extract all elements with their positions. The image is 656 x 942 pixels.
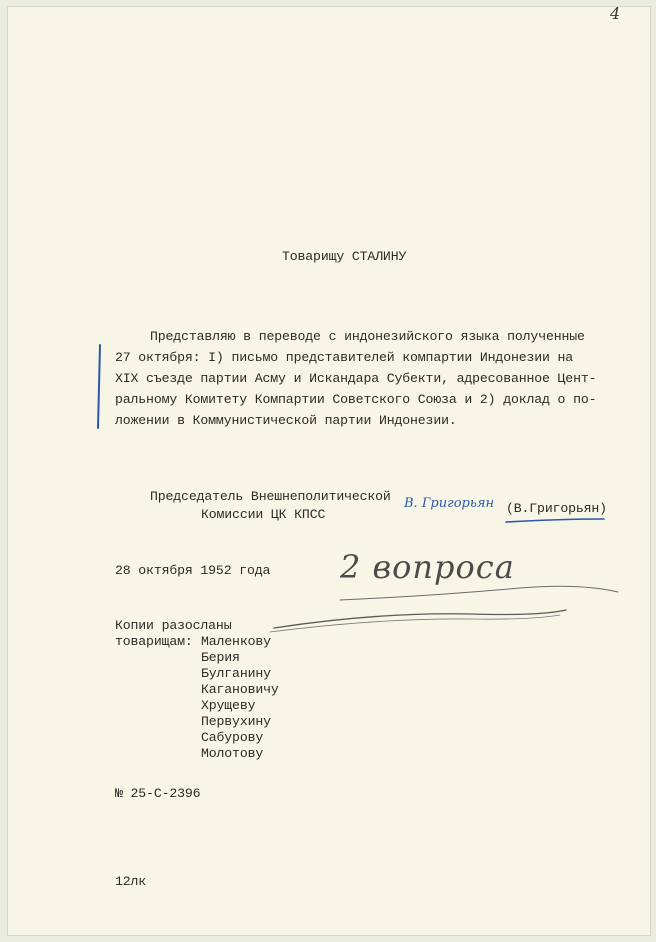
recipient: Булганину xyxy=(201,666,271,681)
blue-margin-line xyxy=(98,345,100,428)
document-date: 28 октября 1952 года xyxy=(115,563,271,578)
typed-signatory-name: (В.Григорьян) xyxy=(506,501,607,516)
signatory-title-line-2: Комиссии ЦК КПСС xyxy=(201,507,326,522)
copies-label-line-1: Копии разосланы xyxy=(115,618,232,633)
handwritten-signature: В. Григорьян xyxy=(404,496,495,511)
recipient: Хрущеву xyxy=(201,698,256,713)
corner-page-mark: 4 xyxy=(610,4,621,23)
recipient: Маленкову xyxy=(201,634,271,649)
recipient: Сабурову xyxy=(201,730,264,745)
body-line-2: 27 октября: I) письмо представителей компартии Индонезии на xyxy=(115,350,574,365)
copies-label-line-2: товарищам: xyxy=(115,634,193,649)
body-line-3: XIX съезде партии Асму и Искандара Субекти, адресованное Цент- xyxy=(115,371,597,386)
blue-signature-underline xyxy=(506,519,604,522)
recipient: Кагановичу xyxy=(201,682,279,697)
body-line-1: Представляю в переводе с индонезийского языка полученные xyxy=(150,329,585,344)
pencil-sweep-stroke xyxy=(274,610,566,628)
signatory-title-line-1: Председатель Внешнеполитической xyxy=(150,489,391,504)
recipient: Молотову xyxy=(201,746,264,761)
footer-code: 12лк xyxy=(115,874,147,889)
pencil-sweep-stroke-2 xyxy=(270,615,560,632)
pencil-annotation: 2 вопроса xyxy=(340,548,515,586)
body-line-4: ральному Комитету Компартии Советского Союза и 2) доклад о по- xyxy=(115,392,597,407)
body-line-5: ложении в Коммунистической партии Индонезии. xyxy=(115,413,457,428)
addressee: Товарищу СТАЛИНУ xyxy=(282,249,407,264)
recipient: Первухину xyxy=(201,714,271,729)
recipient: Берия xyxy=(201,650,240,665)
pencil-flourish xyxy=(340,586,618,600)
reference-number: № 25-С-2396 xyxy=(115,786,201,801)
